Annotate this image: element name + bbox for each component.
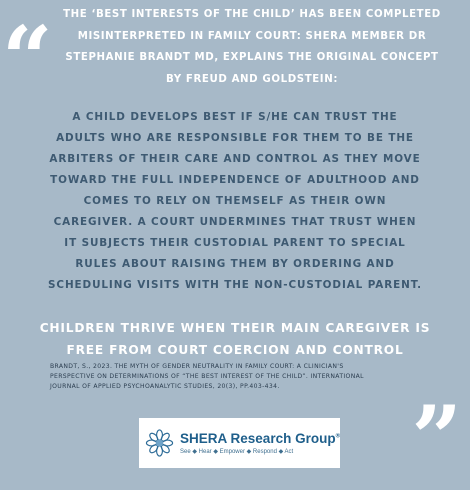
highlight-line: CHILDREN THRIVE WHEN THEIR MAIN CAREGIVER IS: [39, 321, 431, 335]
quote-line: CAREGIVER. A COURT UNDERMINES THAT TRUST WHEN: [53, 216, 417, 228]
header-title: [58, 4, 446, 90]
highlight-line: FREE FROM COURT COERCION AND CONTROL: [66, 343, 404, 357]
header-line: STEPHANIE BRANDT MD, EXPLAINS THE ORIGINAL CONCEPT: [65, 52, 439, 63]
citation-line: PERSPECTIVE ON DETERMINATIONS OF “THE BEST INTEREST OF THE CHILD”. INTERNATIONAL: [50, 373, 364, 380]
registered-mark: ®: [335, 433, 340, 440]
open-quote-icon: “: [2, 6, 53, 110]
quote-line: TOWARD THE FULL INDEPENDENCE OF ADULTHOOD AND: [50, 174, 420, 186]
citation: [50, 362, 420, 392]
quote-line: IT SUBJECTS THEIR CUSTODIAL PARENT TO SPECIAL: [64, 237, 406, 249]
shera-logo: [139, 418, 340, 468]
circular-flower-emblem-icon: [145, 423, 174, 463]
quote-line: A CHILD DEVELOPS BEST IF S/HE CAN TRUST THE: [72, 111, 398, 123]
close-quote-icon: ”: [411, 386, 462, 490]
citation-line: JOURNAL OF APPLIED PSYCHOANALYTIC STUDIES, 20(3), PP.403-434.: [50, 383, 280, 390]
quote-line: COMES TO RELY ON THEMSELF AS THEIR OWN: [83, 195, 387, 207]
quote-line: SCHEDULING VISITS WITH THE NON-CUSTODIAL PARENT.: [48, 279, 422, 291]
header-line: BY FREUD AND GOLDSTEIN:: [166, 73, 338, 85]
quote-line: RULES ABOUT RAISING THEM BY ORDERING AND: [75, 258, 395, 270]
header-line: THE ‘BEST INTERESTS OF THE CHILD’ HAS BEEN COMPLETED: [63, 9, 441, 20]
citation-line: BRANDT, S., 2023. THE MYTH OF GENDER NEUTRALITY IN FAMILY COURT: A CLINICIAN'S: [50, 363, 344, 370]
highlight-statement: [14, 317, 456, 361]
quote-line: ADULTS WHO ARE RESPONSIBLE FOR THEM TO BE THE: [56, 132, 414, 144]
quote-body: [14, 107, 456, 296]
logo-tagline: See ◆ Hear ◆ Empower ◆ Respond ◆ Act: [180, 449, 294, 455]
header-line: MISINTERPRETED IN FAMILY COURT: SHERA MEMBER DR: [77, 30, 427, 42]
logo-name: [180, 431, 340, 446]
quote-line: ARBITERS OF THEIR CARE AND CONTROL AS THEY MOVE: [49, 153, 421, 165]
logo-text-group: [180, 431, 340, 455]
logo-name-text: SHERA Research Group: [180, 431, 336, 446]
